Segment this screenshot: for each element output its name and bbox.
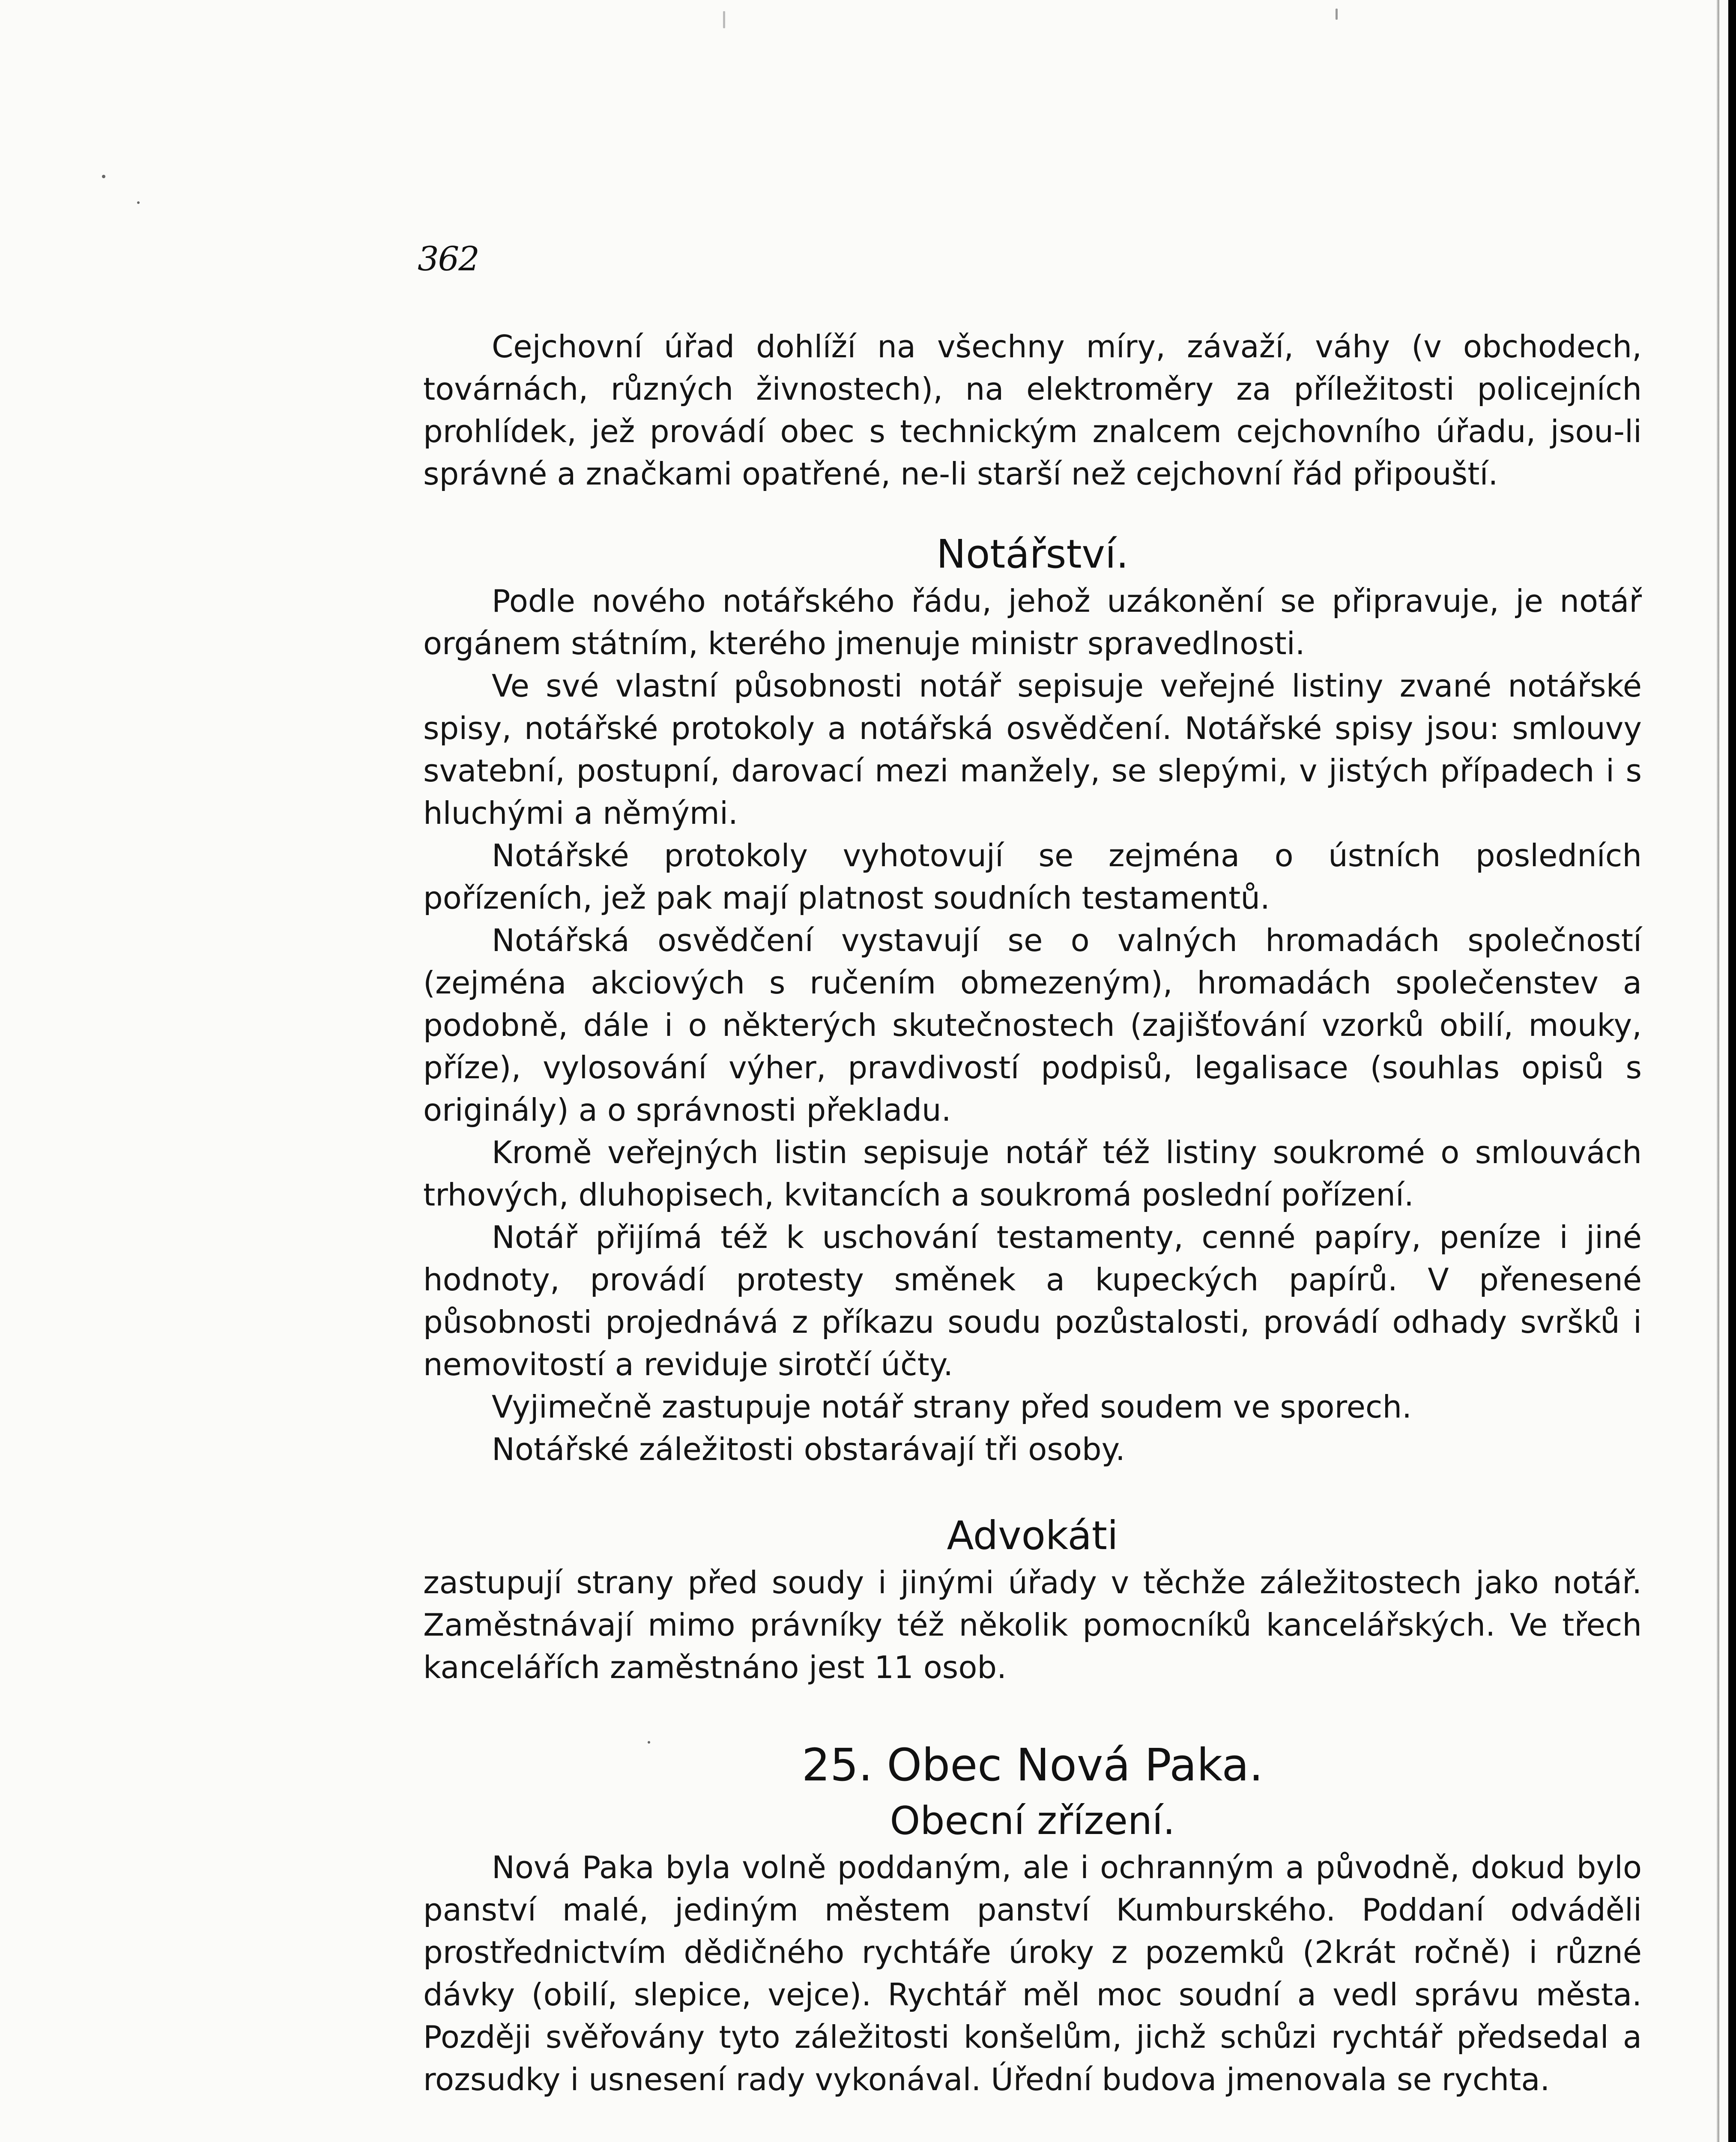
heading-advokati: Advokáti <box>947 1513 1118 1559</box>
paragraph: Nová Paka byla volně poddaným, ale i ochranným a původně, dokud bylo panství malé, jediným městem panství Kumburského. Poddaní odváděli prostřednictvím dědičného rychtáře úroky z pozemků (2krát ročně) i různé dávky (obilí, slepice, vejce). Rychtář měl moc soudní a vedl správu města. Později svěřovány tyto záležitosti konšelům, jichž schůzi rychtář předsedal a rozsudky i usnesení rady vykonával. Úřední budova jmenovala se rychta. <box>423 1849 1642 2097</box>
paragraph: Notářské záležitosti obstarávají tři osoby. <box>492 1431 1125 1467</box>
scan-speck <box>723 11 725 28</box>
page-fold-shadow <box>1717 0 1719 2142</box>
scan-speck <box>102 175 105 178</box>
paragraph-cejchovni-urad: Cejchovní úřad dohlíží na všechny míry, závaží, váhy (v obchodech, továrnách, různých živnostech), na elektroměry za příležitosti policejních prohlídek, jež provádí obec s technickým znalcem cejchovního úřadu, jsou-li správné a značkami opatřené, ne-li starší než cejchovní řád připouští. <box>423 329 1642 492</box>
paragraph: Ve své vlastní působnosti notář sepisuje veřejné listiny zvané notářské spisy, notářské protokoly a notářská osvědčení. Notářské spisy jsou: smlouvy svatební, postupní, darovací mezi manžely, se slepými, v jistých případech i s hluchými a němými. <box>423 668 1642 831</box>
paragraph: Vyjimečně zastupuje notář strany před soudem ve sporech. <box>492 1389 1412 1425</box>
page-body <box>423 326 1642 2101</box>
paragraph: zastupují strany před soudy i jinými úřady v těchže záležitostech jako notář. Zaměstnávají mimo právníky též několik pomocníků kancelářských. Ve třech kancelářích zaměstnáno jest 11 osob. <box>423 1565 1642 1685</box>
paragraph: Podle nového notářského řádu, jehož uzákonění se připravuje, je notář orgánem státním, kterého jmenuje ministr spravedlnosti. <box>423 583 1642 661</box>
paragraph: Notářské protokoly vyhotovují se zejména o ústních posledních pořízeních, jež pak mají platnost soudních testamentů. <box>423 838 1642 916</box>
scan-border-right <box>1728 0 1736 2142</box>
page-number: 362 <box>418 240 479 278</box>
scan-speck <box>137 201 140 204</box>
paragraph: Notář přijímá též k uschování testamenty, cenné papíry, peníze i jiné hodnoty, provádí protesty směnek a kupeckých papírů. V přenesené působnosti projednává z příkazu soudu pozůstalosti, provádí odhady svršků i nemovitostí a reviduje sirotčí účty. <box>423 1219 1642 1382</box>
heading-notarstvi: Notářství. <box>936 531 1129 577</box>
paragraph: Notářská osvědčení vystavují se o valných hromadách společností (zejména akciových s ručením obmezeným), hromadách společenstev a podobně, dále i o některých skutečnostech (zajišťování vzorků obilí, mouky, příze), vylosování výher, pravdivostí podpisů, legalisace (souhlas opisů s originály) a o správnosti překladu. <box>423 922 1642 1128</box>
heading-obec-nova-paka: 25. Obec Nová Paka. <box>801 1739 1264 1791</box>
subheading-obecni-zrizeni: Obecní zřízení. <box>890 1798 1175 1843</box>
scan-speck <box>1336 9 1338 20</box>
paragraph: Kromě veřejných listin sepisuje notář též listiny soukromé o smlouvách trhových, dluhopisech, kvitancích a soukromá poslední pořízení. <box>423 1134 1642 1213</box>
